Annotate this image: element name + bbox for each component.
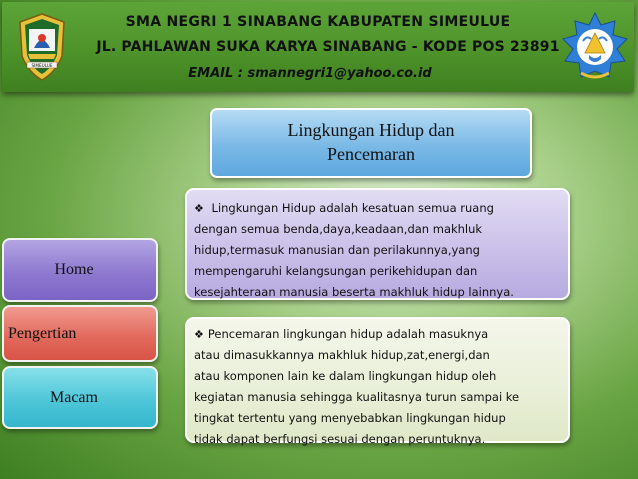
nav-macam-button[interactable] [2,366,158,429]
school-email: EMAIL : smannegri1@yahoo.co.id [188,66,432,81]
nav-macam-label: Macam [50,388,98,406]
content-line: ❖ Lingkungan Hidup adalah kesatuan semua ruang [194,201,494,215]
slide-title [210,108,532,178]
header-banner [2,2,634,92]
content-line: kesejahteraan manusia beserta makhluk hidup lainnya. [194,285,514,299]
nav-pengertian-label: Pengertian [8,324,77,342]
definition-pencemaran [185,317,570,446]
content-line: tingkat tertentu yang menyebabkan lingkungan hidup [194,411,506,425]
content-line: kegiatan manusia sehingga kualitasnya turun sampai ke [194,390,520,404]
nav-home-button[interactable] [2,238,158,302]
content-line: hidup,termasuk manusian dan perilakunnya,yang [194,243,480,257]
diamond-bullet-icon: ❖ [194,328,204,341]
content-line: atau dimasukkannya makhluk hidup,zat,energi,dan [194,348,490,362]
tut-wuri-handayani-logo [561,11,629,83]
nav-home-label: Home [54,261,94,278]
school-address: JL. PAHLAWAN SUKA KARYA SINABANG - KODE POS 23891 [96,39,560,55]
slide-title-line-2: Pencemaran [327,144,415,164]
emblem-text: SIMEULUE [31,63,53,68]
content-line: dengan semua benda,daya,keadaan,dan makhluk [194,222,483,236]
slide-title-line-1: Lingkungan Hidup dan [287,120,455,140]
content-line: ❖ Pencemaran lingkungan hidup adalah masuknya [194,327,489,341]
definition-lingkungan-hidup [185,188,570,300]
nav-pengertian-button[interactable] [2,305,158,362]
content-line: tidak dapat berfungsi sesuai dengan peruntuknya. [194,432,486,446]
school-name: SMA NEGRI 1 SINABANG KABUPATEN SIMEULUE [125,14,511,30]
diamond-bullet-icon: ❖ [194,202,204,215]
content-line: atau komponen lain ke dalam lingkungan hidup oleh [194,369,497,383]
content-line: mempengaruhi kelangsungan perikehidupan dan [194,264,478,278]
